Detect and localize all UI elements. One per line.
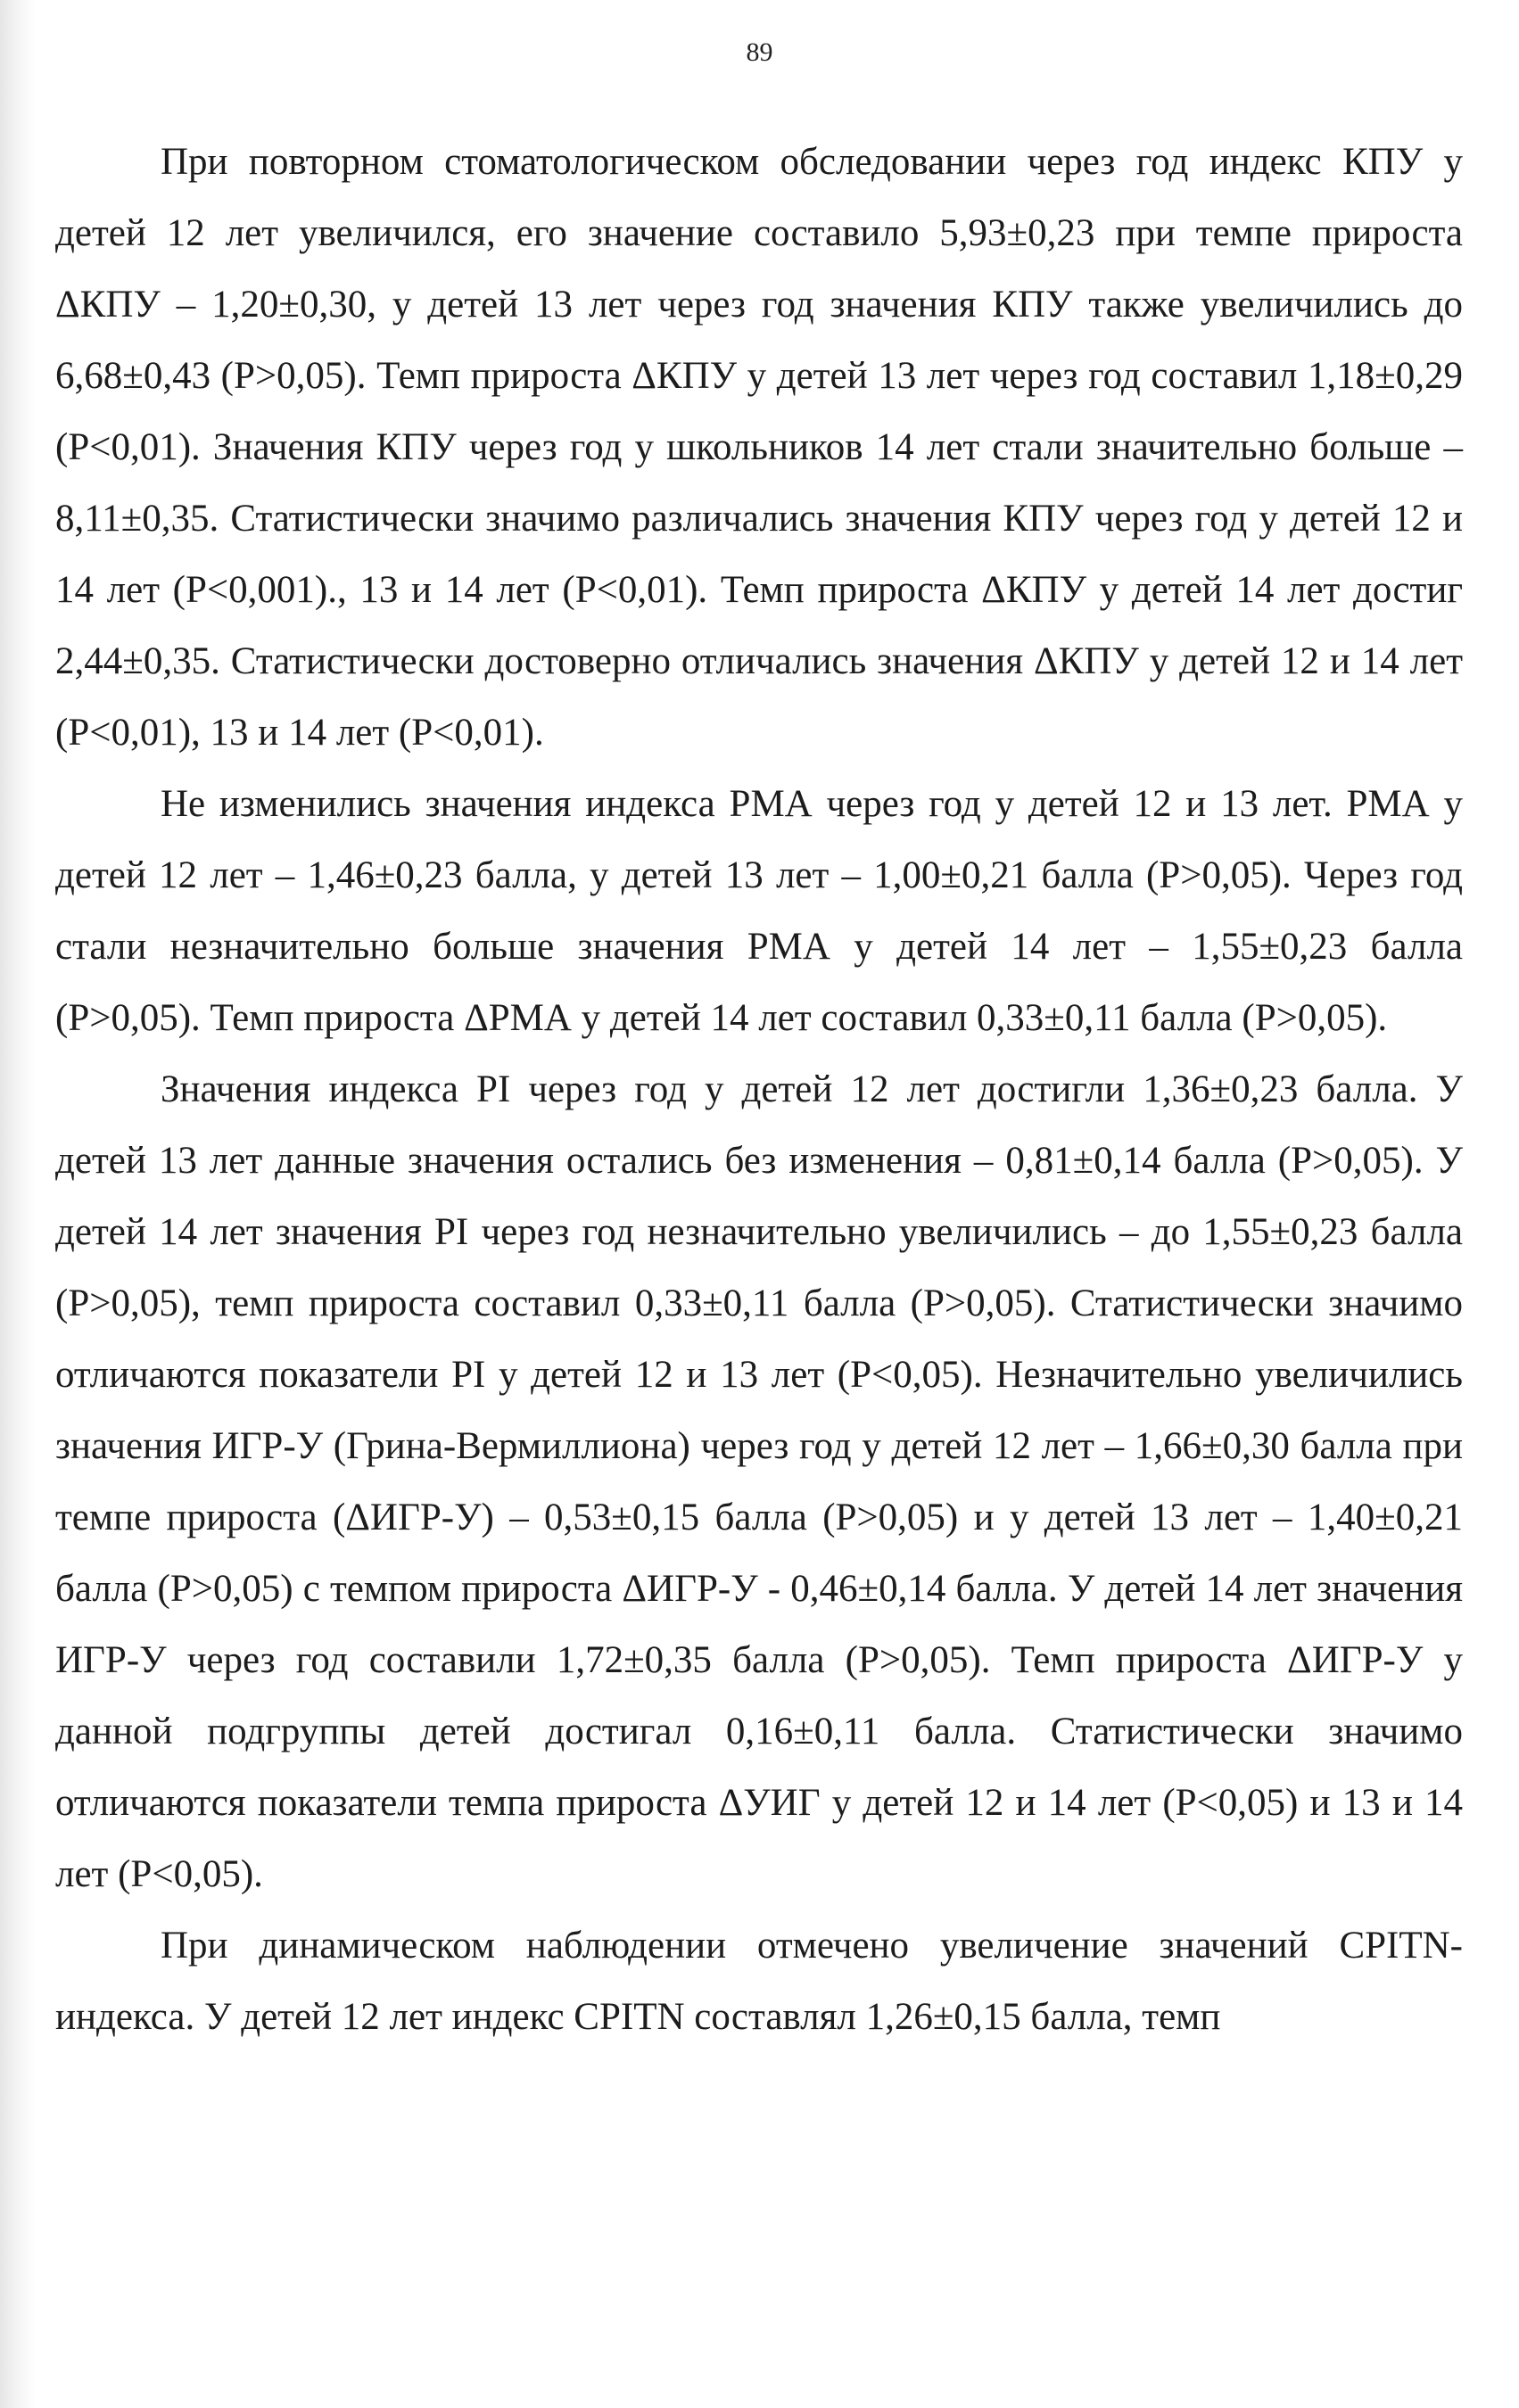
paragraph-kpu: При повторном стоматологическом обследовании через год индекс КПУ у детей 12 лет увеличился, его значение составило 5,93±0,23 при темпе прироста ΔКПУ – 1,20±0,30, у детей 13 лет через год значения КПУ также увеличились до 6,68±0,43 (Р>0,05). Темп прироста ΔКПУ у детей 13 лет через год составил 1,18±0,29 (Р<0,01). Значения КПУ через год у школьников 14 лет стали значительно больше – 8,11±0,35. Статистически значимо различались значения КПУ через год у детей 12 и 14 лет (Р<0,001)., 13 и 14 лет (Р<0,01). Темп прироста ΔКПУ у детей 14 лет достиг 2,44±0,35. Статистически достоверно отличались значения ΔКПУ у детей 12 и 14 лет (Р<0,01), 13 и 14 лет (Р<0,01). <box>55 141 1463 754</box>
paragraph-cpitn: При динамическом наблюдении отмечено увеличение значений CPITN-индекса. У детей 12 лет индекс CPITN составлял 1,26±0,15 балла, темп <box>55 1925 1463 2038</box>
scan-edge-shadow <box>0 0 36 2408</box>
body-text <box>55 127 1463 2053</box>
paragraph-pma: Не изменились значения индекса РМА через год у детей 12 и 13 лет. РМА у детей 12 лет – 1,46±0,23 балла, у детей 13 лет – 1,00±0,21 балла (Р>0,05). Через год стали незначительно больше значения РМА у детей 14 лет – 1,55±0,23 балла (Р>0,05). Темп прироста ΔРМА у детей 14 лет составил 0,33±0,11 балла (Р>0,05). <box>55 783 1463 1039</box>
paragraph-pi-igr: Значения индекса PI через год у детей 12 лет достигли 1,36±0,23 балла. У детей 13 лет данные значения остались без изменения – 0,81±0,14 балла (Р>0,05). У детей 14 лет значения PI через год незначительно увеличились – до 1,55±0,23 балла (Р>0,05), темп прироста составил 0,33±0,11 балла (Р>0,05). Статистически значимо отличаются показатели PI у детей 12 и 13 лет (Р<0,05). Незначительно увеличились значения ИГР-У (Грина-Вермиллиона) через год у детей 12 лет – 1,66±0,30 балла при темпе прироста (ΔИГР-У) – 0,53±0,15 балла (Р>0,05) и у детей 13 лет – 1,40±0,21 балла (Р>0,05) с темпом прироста ΔИГР-У - 0,46±0,14 балла. У детей 14 лет значения ИГР-У через год составили 1,72±0,35 балла (Р>0,05). Темп прироста ΔИГР-У у данной подгруппы детей достигал 0,16±0,11 балла. Статистически значимо отличаются показатели темпа прироста ΔУИГ у детей 12 и 14 лет (Р<0,05) и 13 и 14 лет (Р<0,05). <box>55 1068 1463 1895</box>
page-number: 89 <box>746 37 773 67</box>
